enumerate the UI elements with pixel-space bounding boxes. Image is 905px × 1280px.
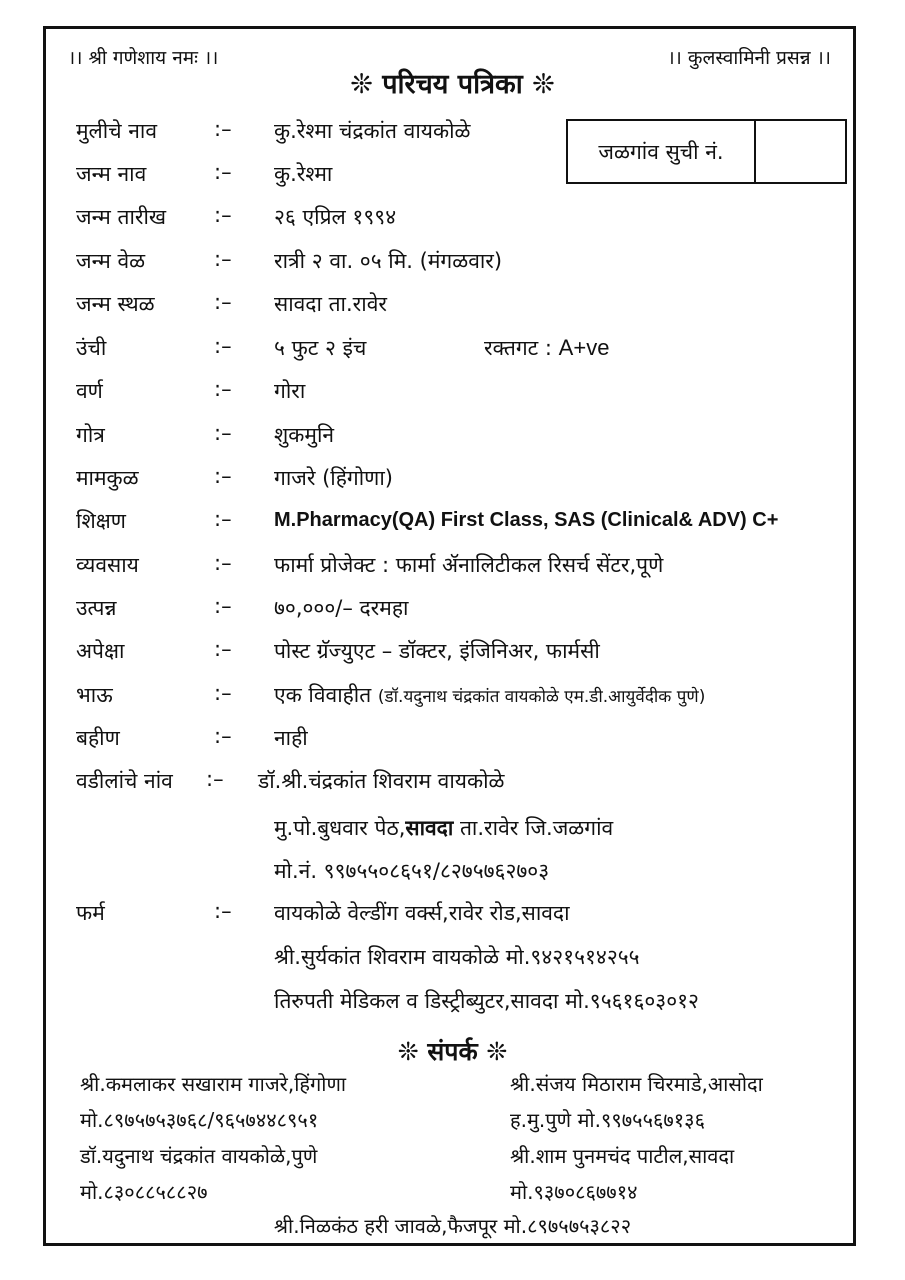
detail-value [274, 681, 705, 709]
separator: :– [214, 334, 232, 358]
detail-row-brother [0, 681, 905, 715]
detail-row-birth-time [0, 247, 905, 281]
index-number-label: जळगांव सुची नं. [568, 121, 756, 182]
separator: :– [214, 724, 232, 748]
contact-left-3: डॉ.यदुनाथ चंद्रकांत वायकोळे,पुणे [80, 1144, 318, 1168]
separator: :– [214, 117, 232, 141]
detail-row-girl-name [0, 117, 905, 151]
detail-label: उंची [76, 336, 107, 360]
detail-label: जन्म तारीख [76, 205, 167, 229]
detail-label: मामकुळ [76, 466, 139, 490]
detail-row-gotra [0, 421, 905, 455]
detail-value: ५ फुट २ इंच [274, 336, 367, 360]
firm-line-2: श्री.सुर्यकांत शिवराम वायकोळे मो.९४२१५१४२५५ [274, 945, 640, 969]
separator: :– [214, 594, 232, 618]
separator: :– [214, 464, 232, 488]
separator: :– [214, 507, 232, 531]
blood-group-label: रक्तगट : [484, 336, 552, 360]
detail-value: गोरा [274, 379, 306, 403]
detail-label: फर्म [76, 901, 105, 925]
detail-label: भाऊ [76, 683, 113, 707]
detail-value: सावदा ता.रावेर [274, 292, 387, 316]
detail-label: वर्ण [76, 379, 103, 403]
contact-footer: श्री.निळकंठ हरी जावळे,फैजपूर मो.८९७५७५३८२२ [273, 1214, 632, 1238]
separator: :– [214, 551, 232, 575]
detail-row-birth-name [0, 160, 905, 194]
contact-title: ❊ संपर्क ❊ [397, 1037, 508, 1066]
separator: :– [214, 160, 232, 184]
detail-value: नाही [274, 726, 308, 750]
contact-right-2: ह.मु.पुणे मो.९९७५५६७१३६ [510, 1108, 705, 1132]
detail-label: उत्पन्न [76, 596, 117, 620]
detail-value: गाजरे (हिंगोणा) [274, 466, 393, 490]
father-name: डॉ.श्री.चंद्रकांत शिवराम वायकोळे [258, 769, 505, 793]
separator: :– [214, 899, 232, 923]
detail-label: व्यवसाय [76, 553, 139, 577]
contact-right-4: मो.९३७०८६७७१४ [510, 1180, 638, 1204]
detail-row-mamkul [0, 464, 905, 498]
father-address-suffix: ता.रावेर जि.जळगांव [453, 816, 614, 840]
father-address-prefix: मु.पो.बुधवार पेठ, [274, 816, 406, 840]
detail-row-birth-date [0, 203, 905, 237]
separator: :– [206, 767, 224, 791]
detail-value: ७०,०००/– दरमहा [274, 596, 409, 620]
education-value: M.Pharmacy(QA) First Class, SAS (Clinical& ADV) C+ [274, 509, 779, 531]
separator: :– [214, 203, 232, 227]
detail-row-income [0, 594, 905, 628]
father-address [274, 814, 613, 842]
detail-label: शिक्षण [76, 509, 126, 533]
detail-row-complexion [0, 377, 905, 411]
page-title: ❊ परिचय पत्रिका ❊ [350, 69, 555, 100]
detail-row-height [0, 334, 905, 368]
header-left-blessing: ।। श्री गणेशाय नमः ।। [68, 47, 219, 69]
detail-value: पोस्ट ग्रॅज्युएट – डॉक्टर, इंजिनिअर, फार्मसी [274, 639, 600, 663]
separator: :– [214, 421, 232, 445]
detail-label: बहीण [76, 726, 120, 750]
detail-value: कु.रेश्मा [274, 162, 333, 186]
detail-value [274, 507, 778, 532]
separator: :– [214, 247, 232, 271]
detail-label: जन्म वेळ [76, 249, 146, 273]
detail-label: जन्म स्थळ [76, 292, 155, 316]
detail-value: शुकमुनि [274, 423, 335, 447]
firm-line-3: तिरुपती मेडिकल व डिस्ट्रीब्युटर,सावदा मो.९५६१६०३०१२ [274, 989, 699, 1013]
father-address-town: सावदा [405, 816, 454, 840]
firm-line-1: वायकोळे वेल्डींग वर्क्स,रावेर रोड,सावदा [274, 901, 570, 925]
brother-note: (डॉ.यदुनाथ चंद्रकांत वायकोळे एम.डी.आयुर्वेदीक पुणे) [377, 687, 706, 707]
contact-left-4: मो.८३०८८५८८२७ [80, 1180, 208, 1204]
blood-group [484, 334, 609, 362]
header-right-blessing: ।। कुलस्वामिनी प्रसन्न ।। [667, 47, 831, 69]
detail-label: मुलीचे नाव [76, 119, 158, 143]
detail-label: अपेक्षा [76, 639, 125, 663]
detail-value: कु.रेश्मा चंद्रकांत वायकोळे [274, 119, 471, 143]
detail-row-father [0, 767, 905, 801]
detail-row-firm [0, 899, 905, 933]
detail-row-occupation [0, 551, 905, 585]
detail-value: २६ एप्रिल १९९४ [274, 205, 397, 229]
detail-label: वडीलांचे नांव [76, 769, 173, 793]
contact-right-3: श्री.शाम पुनमचंद पाटील,सावदा [510, 1144, 735, 1168]
separator: :– [214, 377, 232, 401]
detail-value: रात्री २ वा. ०५ मि. (मंगळवार) [274, 249, 503, 273]
separator: :– [214, 681, 232, 705]
blood-group-value: A+ve [558, 335, 610, 360]
detail-label: जन्म नाव [76, 162, 147, 186]
brother-value: एक विवाहीत [274, 683, 372, 707]
contact-right-1: श्री.संजय मिठाराम चिरमाडे,आसोदा [510, 1072, 763, 1096]
detail-value: फार्मा प्रोजेक्ट : फार्मा ॲनालिटीकल रिसर्च सेंटर,पूणे [274, 553, 664, 577]
detail-row-education [0, 507, 905, 541]
detail-row-expectation [0, 637, 905, 671]
father-phone: मो.नं. ९९७५५०८६५१/८२७५७६२७०३ [274, 859, 550, 883]
detail-label: गोत्र [76, 423, 105, 447]
separator: :– [214, 637, 232, 661]
contact-left-2: मो.८९७५७५३७६८/९६५७४४८९५१ [80, 1108, 319, 1132]
contact-left-1: श्री.कमलाकर सखाराम गाजरे,हिंगोणा [80, 1072, 347, 1096]
detail-row-sister [0, 724, 905, 758]
detail-row-birth-place [0, 290, 905, 324]
separator: :– [214, 290, 232, 314]
